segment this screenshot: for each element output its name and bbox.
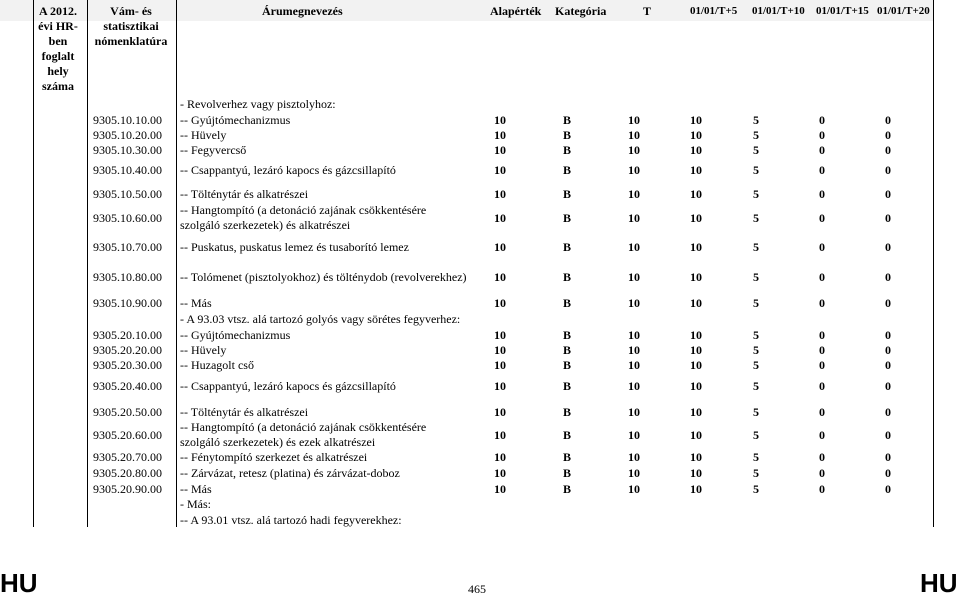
header-col1-line: évi HR- (38, 19, 78, 33)
rate-value: 10 (494, 482, 506, 496)
rate-value: 5 (753, 270, 759, 284)
rate-value: 0 (819, 405, 825, 419)
header-col1-line: hely (47, 64, 69, 78)
rate-value: 0 (819, 358, 825, 372)
rate-value: B (562, 163, 571, 177)
nomenclature-code: 9305.20.20.00 (93, 343, 162, 357)
item-description: -- Tölténytár és alkatrészei (180, 405, 309, 419)
nomenclature-code: 9305.10.70.00 (93, 240, 162, 254)
rate-value: B (562, 270, 571, 284)
rate-value: 10 (628, 163, 640, 177)
rate-value: 0 (885, 328, 891, 342)
rate-value: 10 (690, 450, 702, 464)
rate-value: 5 (753, 163, 759, 177)
rate-value: 10 (690, 143, 702, 157)
rate-value: B (562, 143, 571, 157)
rate-value: 10 (690, 466, 702, 480)
rate-value: 5 (753, 405, 759, 419)
item-description: -- Más (180, 296, 212, 310)
item-description: - A 93.03 vtsz. alá tartozó golyós vagy sörétes fegyverhez: (180, 312, 461, 326)
rate-value: 10 (494, 163, 506, 177)
nomenclature-code: 9305.10.80.00 (93, 270, 162, 284)
rate-value: 10 (690, 128, 702, 142)
rate-value: B (562, 450, 571, 464)
rate-value: 10 (690, 296, 702, 310)
rate-value: 0 (885, 296, 891, 310)
rate-value: B (562, 128, 571, 142)
rate-value: 10 (494, 466, 506, 480)
nomenclature-code: 9305.20.90.00 (93, 482, 162, 496)
nomenclature-code: 9305.20.80.00 (93, 466, 162, 480)
rate-value: 10 (628, 450, 640, 464)
rate-value: 0 (885, 343, 891, 357)
rate-value: 0 (885, 482, 891, 496)
rate-value: 5 (753, 240, 759, 254)
rate-value: 10 (690, 187, 702, 201)
item-description: -- Huzagolt cső (180, 358, 254, 372)
rate-value: 10 (628, 328, 640, 342)
rate-value: B (562, 240, 571, 254)
nomenclature-code: 9305.10.90.00 (93, 296, 162, 310)
rate-value: 10 (494, 240, 506, 254)
rate-value: 10 (628, 143, 640, 157)
page-number: 465 (468, 582, 486, 596)
rate-value: 10 (628, 343, 640, 357)
header-col-description: Árumegnevezés (262, 4, 343, 18)
nomenclature-code: 9305.20.70.00 (93, 450, 162, 464)
rate-value: 0 (885, 450, 891, 464)
rate-value: 10 (494, 128, 506, 142)
rate-value: 10 (628, 296, 640, 310)
item-description: -- Csappantyú, lezáró kapocs és gázcsillapító (180, 379, 396, 393)
header-col-t15: 01/01/T+15 (816, 5, 869, 17)
rate-value: 10 (690, 343, 702, 357)
rate-value: B (562, 113, 571, 127)
rate-value: 10 (628, 211, 640, 225)
header-col-t20: 01/01/T+20 (877, 5, 930, 17)
nomenclature-code: 9305.20.40.00 (93, 379, 162, 393)
rate-value: B (562, 343, 571, 357)
rate-value: 10 (690, 113, 702, 127)
rate-value: 0 (885, 128, 891, 142)
item-description: -- Gyújtómechanizmus (180, 328, 291, 342)
rate-value: 10 (690, 211, 702, 225)
rate-value: 0 (819, 240, 825, 254)
rate-value: B (562, 379, 571, 393)
rate-value: 0 (819, 143, 825, 157)
rate-value: 0 (885, 270, 891, 284)
rate-value: 10 (494, 296, 506, 310)
rate-value: 10 (494, 343, 506, 357)
rate-value: 0 (819, 379, 825, 393)
rate-value: 0 (885, 379, 891, 393)
item-description: -- Hangtompító (a detonáció zajának csökkentésére (180, 420, 427, 434)
header-col-t10: 01/01/T+10 (752, 5, 805, 17)
item-description: -- Gyújtómechanizmus (180, 113, 291, 127)
header-col2-line: statisztikai (103, 19, 159, 33)
item-description: -- Fegyvercső (180, 143, 247, 157)
rate-value: 5 (753, 343, 759, 357)
rate-value: 10 (628, 428, 640, 442)
rate-value: 10 (494, 405, 506, 419)
rate-value: 0 (885, 211, 891, 225)
rate-value: 0 (819, 343, 825, 357)
rate-value: 10 (628, 113, 640, 127)
footer-left-country: HU (0, 568, 38, 598)
nomenclature-code: 9305.20.10.00 (93, 328, 162, 342)
rate-value: 5 (753, 428, 759, 442)
item-description: -- Csappantyú, lezáró kapocs és gázcsillapító (180, 163, 396, 177)
header-col-t5: 01/01/T+5 (690, 5, 738, 17)
item-description: szolgáló szerkezetek) és alkatrészei (180, 218, 351, 232)
rate-value: 10 (690, 328, 702, 342)
rate-value: 10 (628, 358, 640, 372)
grid-line (87, 0, 88, 527)
rate-value: B (562, 187, 571, 201)
rate-value: 10 (628, 240, 640, 254)
item-description: - Revolverhez vagy pisztolyhoz: (180, 97, 336, 111)
rate-value: 10 (494, 187, 506, 201)
nomenclature-code: 9305.10.50.00 (93, 187, 162, 201)
rate-value: 10 (690, 482, 702, 496)
rate-value: 0 (819, 128, 825, 142)
item-description: -- Hüvely (180, 128, 227, 142)
nomenclature-code: 9305.20.60.00 (93, 428, 162, 442)
rate-value: 10 (690, 240, 702, 254)
rate-value: 10 (690, 379, 702, 393)
rate-value: B (562, 211, 571, 225)
header-col1-line: foglalt (41, 49, 75, 63)
rate-value: 5 (753, 128, 759, 142)
rate-value: 10 (494, 450, 506, 464)
rate-value: 0 (819, 270, 825, 284)
rate-value: B (562, 466, 571, 480)
rate-value: 0 (885, 187, 891, 201)
rate-value: 10 (494, 113, 506, 127)
nomenclature-code: 9305.10.60.00 (93, 211, 162, 225)
rate-value: 10 (494, 358, 506, 372)
rate-value: 0 (885, 240, 891, 254)
rate-value: 10 (690, 428, 702, 442)
nomenclature-code: 9305.20.30.00 (93, 358, 162, 372)
grid-line (176, 0, 177, 527)
rate-value: 10 (494, 211, 506, 225)
rate-value: 0 (885, 143, 891, 157)
rate-value: 0 (819, 211, 825, 225)
rate-value: 0 (819, 113, 825, 127)
rate-value: 10 (628, 379, 640, 393)
rate-value: 0 (885, 358, 891, 372)
rate-value: 10 (494, 428, 506, 442)
rate-value: 10 (494, 143, 506, 157)
header-col-hr-location (34, 4, 82, 94)
header-col1-line: A 2012. (38, 4, 77, 18)
rate-value: 5 (753, 482, 759, 496)
rate-value: 5 (753, 450, 759, 464)
rate-value: 10 (628, 482, 640, 496)
item-description: -- Hangtompító (a detonáció zajának csökkentésére (180, 203, 427, 217)
rate-value: B (562, 358, 571, 372)
rate-value: 10 (628, 466, 640, 480)
rate-value: 0 (819, 296, 825, 310)
rate-value: 5 (753, 379, 759, 393)
rate-value: 10 (494, 328, 506, 342)
header-col-base-rate: Alapérték (490, 4, 542, 18)
rate-value: 5 (753, 328, 759, 342)
rate-value: 0 (819, 328, 825, 342)
rate-value: 10 (690, 405, 702, 419)
rate-value: 5 (753, 211, 759, 225)
nomenclature-code: 9305.10.20.00 (93, 128, 162, 142)
rate-value: 5 (753, 466, 759, 480)
rate-value: 10 (628, 187, 640, 201)
rate-value: 5 (753, 187, 759, 201)
header-col2-line: Vám- és (110, 4, 152, 18)
rate-value: 10 (494, 270, 506, 284)
item-description: -- Zárvázat, retesz (platina) és zárvázat-doboz (180, 466, 400, 480)
header-col-t: T (643, 4, 652, 18)
header-col1-line: száma (42, 79, 74, 93)
rate-value: 5 (753, 296, 759, 310)
item-description: -- A 93.01 vtsz. alá tartozó hadi fegyverekhez: (180, 513, 402, 527)
rate-value: 0 (885, 428, 891, 442)
rate-value: 0 (819, 450, 825, 464)
nomenclature-code: 9305.10.10.00 (93, 113, 162, 127)
rate-value: 5 (753, 143, 759, 157)
header-col-nomenclature (90, 4, 172, 49)
nomenclature-code: 9305.10.40.00 (93, 163, 162, 177)
item-description: -- Tolómenet (pisztolyokhoz) és tölténydob (revolverekhez) (180, 270, 467, 284)
rate-value: 0 (819, 428, 825, 442)
rate-value: B (562, 482, 571, 496)
rate-value: B (562, 328, 571, 342)
rate-value: 10 (628, 270, 640, 284)
rate-value: 5 (753, 113, 759, 127)
item-description: szolgáló szerkezetek) és ezek alkatrészei (180, 435, 376, 449)
item-description: -- Más (180, 482, 212, 496)
item-description: - Más: (180, 497, 211, 511)
rate-value: 10 (690, 270, 702, 284)
item-description: -- Hüvely (180, 343, 227, 357)
rate-value: 0 (819, 482, 825, 496)
rate-value: 0 (819, 163, 825, 177)
item-description: -- Puskatus, puskatus lemez és tusaborító lemez (180, 240, 409, 254)
rate-value: 10 (628, 128, 640, 142)
header-col2-line: nómenklatúra (94, 34, 168, 48)
footer-right-country: HU (920, 568, 958, 598)
table-header (0, 0, 933, 93)
rate-value: 0 (885, 466, 891, 480)
header-col-category: Kategória (555, 4, 607, 18)
rate-value: 0 (885, 113, 891, 127)
rate-value: 0 (885, 163, 891, 177)
rate-value: 10 (690, 163, 702, 177)
rate-value: 0 (819, 466, 825, 480)
item-description: -- Tölténytár és alkatrészei (180, 187, 309, 201)
rate-value: B (562, 428, 571, 442)
rate-value: 10 (690, 358, 702, 372)
rate-value: 5 (753, 358, 759, 372)
grid-line (933, 0, 934, 527)
item-description: -- Fénytompító szerkezet és alkatrészei (180, 450, 368, 464)
rate-value: B (562, 296, 571, 310)
rate-value: 0 (885, 405, 891, 419)
rate-value: 0 (819, 187, 825, 201)
rate-value: B (562, 405, 571, 419)
rate-value: 10 (494, 379, 506, 393)
grid-line (33, 0, 34, 527)
header-col1-line: ben (48, 34, 68, 48)
nomenclature-code: 9305.20.50.00 (93, 405, 162, 419)
nomenclature-code: 9305.10.30.00 (93, 143, 162, 157)
rate-value: 10 (628, 405, 640, 419)
